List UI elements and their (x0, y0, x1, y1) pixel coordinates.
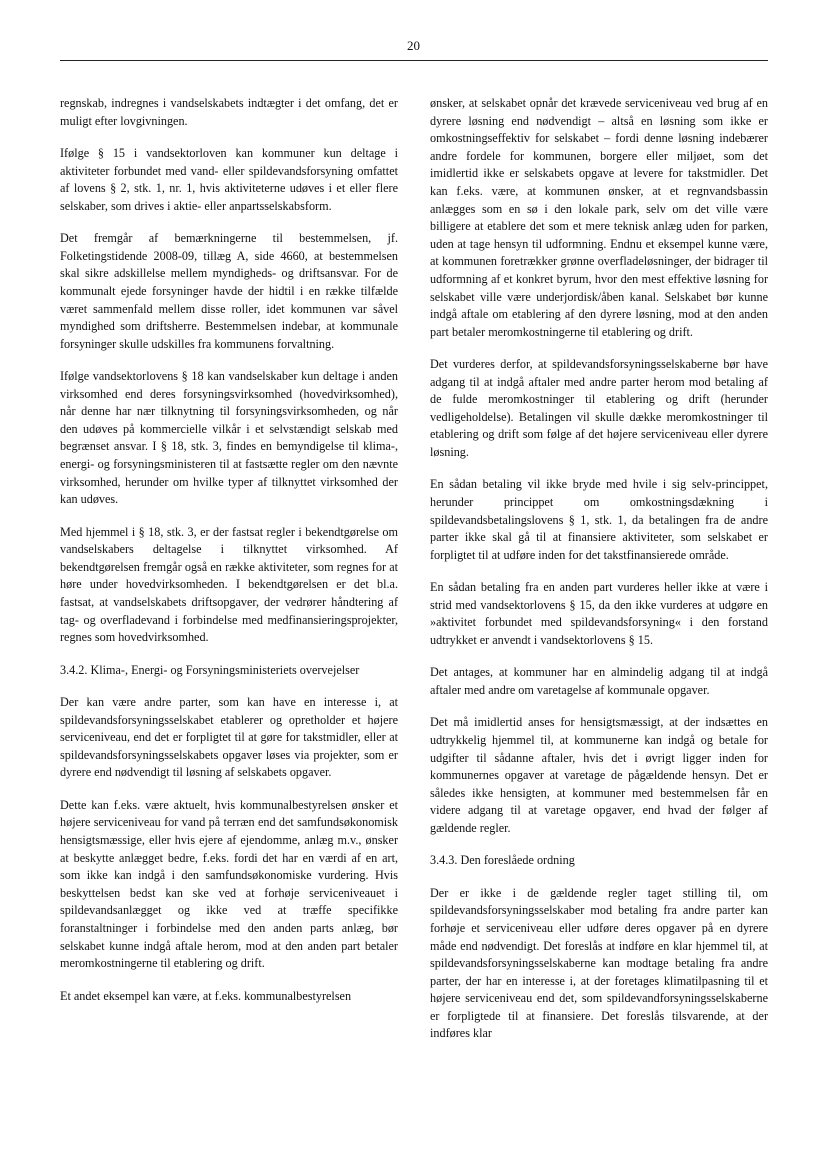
paragraph: Dette kan f.eks. være aktuelt, hvis kommunalbestyrelsen ønsker et højere serviceniveau for vand på terræn end det samfundsøkonomisk hensigtsmæssige, eller hvis ejere af ejendomme, anlæg m.v., ønsker at beskytte anlægget bedre, f.eks. fordi det har en værdi af en art, som ikke kan indgå i den samfundsøkonomiske vurdering. Hvis beskyttelsen bedst kan ske ved at forhøje serviceniveauet i spildevandsanlægget og ikke ved at træffe specifikke foranstaltninger i forbindelse med den anden parts anlæg, bør selskabet kunne indgå aftale herom, mod at den anden part betaler meromkostningerne til etablering og drift. (60, 797, 398, 971)
left-column (60, 95, 398, 1020)
paragraph: Der er ikke i de gældende regler taget stilling til, om spildevandsforsyningsselskaber mod betaling fra andre parter kan forhøje et serviceniveau eller udføre deres opgaver på en dyrere måde end nødvendigt. Det foreslås at indføre en klar hjemmel til, at spildevandsforsyningsselskaberne kan modtage betaling fra andre parter, der har en interesse i, at der foretages klimatilpasning til et højere serviceniveau end det, som spildevandforsyningsselskaberne er forpligtede til at finansiere. Det foreslås tilsvarende, at der indføres klar (430, 885, 768, 1041)
paragraph: Det vurderes derfor, at spildevandsforsyningsselskaberne bør have adgang til at indgå aftaler med andre parter herom mod betaling af de fulde meromkostninger til etablering og drift (herunder vedligeholdelse). Betalingen vil skulle dække meromkostninger til etablering og drift som følge af det højere serviceniveau eller dyrere løsning. (430, 357, 768, 460)
paragraph: Et andet eksempel kan være, at f.eks. kommunalbestyrelsen (60, 988, 352, 1003)
paragraph: Det fremgår af bemærkningerne til bestemmelsen, jf. Folketingstidende 2008-09, tillæg A, side 4660, at bestemmelsen skal sikre adskillelse mellem myndigheds- og driftsansvar. For de kommunalt ejede forsyninger havde der hidtil i en række tilfælde været sammenfald mellem disse roller, idet kommunen var såvel myndighed som driftsherre. Bestemmelsen indebar, at kommunale forsyninger skulle udskilles fra kommunens forvaltning. (60, 231, 398, 351)
paragraph: Med hjemmel i § 18, stk. 3, er der fastsat regler i bekendtgørelse om vandselskabers deltagelse i tilknyttet virksomhed. Af bekendtgørelsen fremgår også en række aktiviteter, som regnes for at høre under hovedvirksomheden. I bekendtgørelsen er det bl.a. fastsat, at vandselskabets driftsopgaver, der vedrører håndtering af tag- og overfladevand i forbindelse med medfinansieringsprojekter, regnes som hovedvirksomhed. (60, 524, 398, 645)
section-heading: 3.4.2. Klima-, Energi- og Forsyningsministeriets overvejelser (60, 662, 360, 677)
paragraph: Der kan være andre parter, som kan have en interesse i, at spildevandsforsyningsselskabet etablerer og opretholder et højere serviceniveau, end det er forpligtet til at gøre for takstmidler, eller at spildevandsforsyningsselskabets opgaver løses via projekter, som er dyrere end nødvendigt til løsning af selskabets opgaver. (60, 695, 398, 780)
section-heading: 3.4.3. Den foreslåede ordning (430, 853, 575, 868)
paragraph: En sådan betaling fra en anden part vurderes heller ikke at være i strid med vandsektorlovens § 15, da den ikke vurderes at udgøre en »aktivitet forbundet med spildevandsforsyning« i den forstand udtrykket er anvendt i vandsektorlovens § 15. (430, 580, 768, 648)
right-column (430, 95, 768, 1058)
paragraph: Ifølge vandsektorlovens § 18 kan vandselskaber kun deltage i anden virksomhed end deres forsyningsvirksomhed (hovedvirksomhed), når denne har nær tilknytning til forsyningsvirksomheden, og når den udøves på kommercielle vilkår i et selvstændigt selskab med begrænset ansvar. I § 18, stk. 3, findes en bemyndigelse til klima-, energi- og forsyningsministeren til at fastsætte regler om den nævnte virksomhed, herunder om hvilke typer af tilknyttet virksomhed der kan udøves. (60, 369, 398, 507)
paragraph: ønsker, at selskabet opnår det krævede serviceniveau ved brug af en dyrere løsning end nødvendigt – altså en løsning som ikke er omkostningseffektiv for selskabet – fordi denne løsning indebærer andre fordele for kommunen, borgere eller miljøet, som det imidlertid ikke er selskabets opgave at levere for takstmidler. Det kan f.eks. være, at kommunen ønsker, at et regnvandsbassin anlægges som en sø i den lokale park, selv om det ville være billigere at etablere det som et mere teknisk anlæg uden for parken, uden at tage hensyn til udformning. Endnu et eksempel kunne være, at kommunen foretrækker grønne overfladeløsninger, der bidrager til udformning af et konkret byrum, hvor den mest effektive løsning for selskabet ville være underjordisk/åben kanal. Selskabet bør kunne indgå aftale om etablering af den dyrere løsning, mod at den anden part betaler meromkostningerne til etablering og drift. (430, 96, 768, 339)
paragraph: Det må imidlertid anses for hensigtsmæssigt, at der indsættes en udtrykkelig hjemmel til, at kommunerne kan indgå og betale for udgifter til sådanne aftaler, hvis det i øvrigt ligger inden for kommunernes opgaver at varetage de pågældende hensyn. Det er således ikke hensigten, at kommuner med bestemmelsen får en videre adgang til at varetage opgaver, end hvad der følger af gældende regler. (430, 715, 768, 835)
paragraph: En sådan betaling vil ikke bryde med hvile i sig selv-princippet, herunder princippet om omkostningsdækning i spildevandsbetalingslovens § 1, stk. 1, da betalingen fra de andre parter ikke skal gå til at finansiere aktiviteter, som selskabet er forpligtet til at udføre inden for det takstfinansierede område. (430, 477, 768, 562)
page-number: 20 (407, 38, 420, 53)
paragraph: Ifølge § 15 i vandsektorloven kan kommuner kun deltage i aktiviteter forbundet med vand- eller spildevandsforsyning omfattet af lovens § 2, stk. 1, nr. 1, hvis aktiviteterne udøves i et eller flere selskaber, som drives i aktie- eller anpartsselskabsform. (60, 145, 398, 213)
header-rule (60, 60, 768, 61)
paragraph: regnskab, indregnes i vandselskabets indtægter i det omfang, det er muligt efter lovgivningen. (60, 96, 398, 128)
paragraph: Det antages, at kommuner har en almindelig adgang til at indgå aftaler med andre om varetagelse af kommunale opgaver. (430, 665, 768, 697)
